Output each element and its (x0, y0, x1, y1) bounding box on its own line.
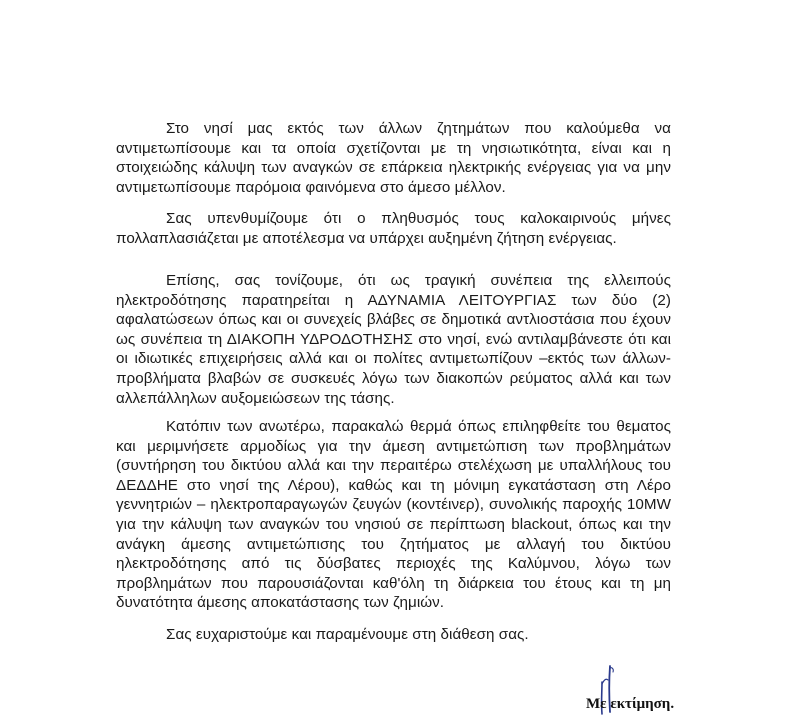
paragraph-text: Σας υπενθυμίζουμε ότι ο πληθυσμός τους καλοκαιρινούς μήνες πολλαπλασιάζεται με αποτέλεσμα να υπάρχει αυξημένη ζήτηση ενέργειας. (116, 210, 671, 247)
paragraph-text: Σας ευχαριστούμε και παραμένουμε στη διάθεση σας. (166, 626, 529, 643)
closing-salutation: Με εκτίμηση. (586, 696, 675, 712)
paragraph-electricity-adequacy (116, 119, 671, 197)
paragraph-summer-demand (116, 209, 671, 248)
paragraph-thanks (116, 625, 671, 645)
paragraph-text: Επίσης, σας τονίζουμε, ότι ως τραγική συνέπεια της ελλειπούς ηλεκτροδότησης παρατηρείται η ΑΔΥΝΑΜΙΑ ΛΕΙΤΟΥΡΓΙΑΣ των δύο (2) αφαλατώσεων όπως και οι συνεχείς βλάβες σε δημοτικά αντλιοστάσια που έχουν ως συνέπεια τη ΔΙΑΚΟΠΗ ΥΔΡΟΔΟΤΗΣΗΣ στο νησί, ενώ αντιλαμβάνεστε ότι και οι ιδιωτικές επιχειρήσεις αλλά και οι πολίτες αντιμετωπίζουν –εκτός των άλλων- προβλήματα βλαβών σε συσκευές λόγω των διακοπών ρεύματος αλλά και των αλλεπάλληλων αυξομειώσεων της τάσης. (116, 272, 671, 407)
paragraph-consequences (116, 271, 671, 408)
paragraph-text: Στο νησί μας εκτός των άλλων ζητημάτων που καλούμεθα να αντιμετωπίσουμε και τα οποία σχετίζονται με τη νησιωτικότητα, είναι και η στοιχειώδης κάλυψη των αναγκών σε επάρκεια ηλεκτρικής ενέργειας για να μην αντιμετωπίσουμε παρόμοια φαινόμενα στο άμεσο μέλλον. (116, 120, 671, 196)
paragraph-text: Κατόπιν των ανωτέρω, παρακαλώ θερμά όπως επιληφθείτε του θεματος και μεριμνήσετε αρμοδίως για την άμεση αντιμετώπιση των προβλημάτων (συντήρηση του δικτύου αλλά και την περαιτέρω στελέχωση με υπαλλήλους του ΔΕΔΔΗΕ στο νησί της Λέρου), καθώς και τη μόνιμη εγκατάσταση στη Λέρο γεννητριών – ηλεκτροπαραγωγών ζευγών (κοντέινερ), συνολικής παροχής 10MW για την κάλυψη των αναγκών του νησιού σε περίπτωση blackout, όπως και την ανάγκη άμεσης αντιμετώπισης του ζητήματος με αλλαγή του δικτύου ηλεκτροδότησης από τις δύσβατες περιοχές της Καλύμνου, λόγω των προβλημάτων που παρουσιάζονται καθ'όλη τη διάρκεια του έτους και τη μη δυνατότητα άμεσης αποκατάστασης των ζημιών. (116, 418, 671, 612)
paragraph-request (116, 417, 671, 613)
